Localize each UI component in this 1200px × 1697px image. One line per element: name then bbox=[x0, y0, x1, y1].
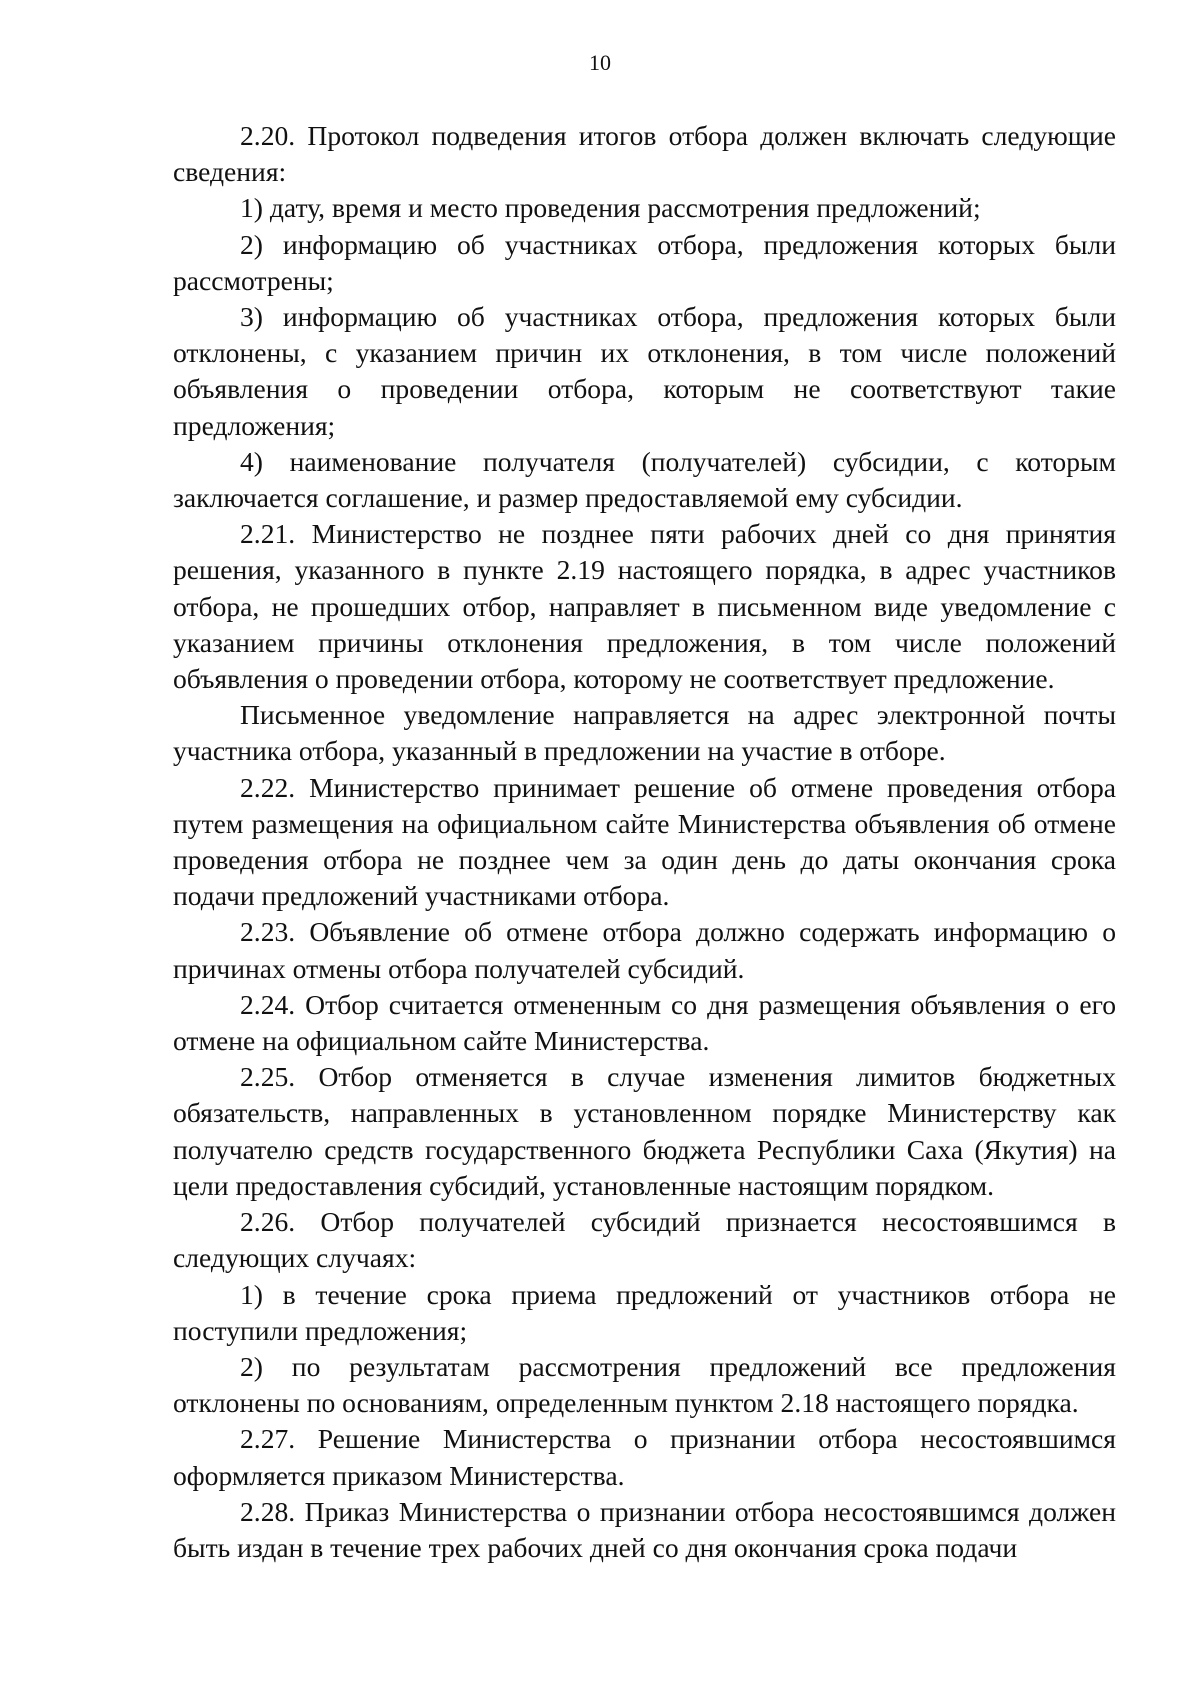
paragraph-2-25: 2.25. Отбор отменяется в случае изменения лимитов бюджетных обязательств, направленных в установленном порядке Министерству как получателю средств государственного бюджета Республики Саха (Якутия) на цели предоставления субсидий, установленные настоящим порядком. bbox=[173, 1061, 1116, 1201]
paragraph-2-28: 2.28. Приказ Министерства о признании отбора несостоявшимся должен быть издан в течение трех рабочих дней со дня окончания срока подачи bbox=[173, 1495, 1116, 1563]
paragraph-2-27: 2.27. Решение Министерства о признании отбора несостоявшимся оформляется приказом Министерства. bbox=[173, 1423, 1116, 1491]
paragraph-notification: Письменное уведомление направляется на адрес электронной почты участника отбора, указанный в предложении на участие в отборе. bbox=[173, 699, 1116, 767]
list-item: 1) дату, время и место проведения рассмотрения предложений; bbox=[240, 192, 981, 224]
paragraph-2-26: 2.26. Отбор получателей субсидий признается несостоявшимся в следующих случаях: bbox=[173, 1206, 1116, 1274]
document-body bbox=[173, 118, 1116, 1566]
list-item: 4) наименование получателя (получателей) субсидии, с которым заключается соглашение, и размер предоставляемой ему субсидии. bbox=[173, 445, 1116, 514]
list-item: 2) по результатам рассмотрения предложений все предложения отклонены по основаниям, определенным пунктом 2.18 настоящего порядка. bbox=[173, 1350, 1116, 1419]
list-item: 1) в течение срока приема предложений от участников отбора не поступили предложения; bbox=[173, 1278, 1116, 1346]
paragraph-2-20: 2.20. Протокол подведения итогов отбора должен включать следующие сведения: bbox=[173, 120, 1116, 188]
paragraph-2-21: 2.21. Министерство не позднее пяти рабочих дней со дня принятия решения, указанного в пункте 2.19 настоящего порядка, в адрес участников отбора, не прошедших отбор, направляет в письменном виде уведомление с указанием причины отклонения предложения, в том числе положений объявления о проведении отбора, которому не соответствует предложение. bbox=[173, 518, 1116, 695]
paragraph-2-22: 2.22. Министерство принимает решение об отмене проведения отбора путем размещения на официальном сайте Министерства объявления об отмене проведения отбора не позднее чем за один день до даты окончания срока подачи предложений участниками отбора. bbox=[173, 771, 1116, 912]
list-item: 2) информацию об участниках отбора, предложения которых были рассмотрены; bbox=[173, 228, 1116, 296]
page-number: 10 bbox=[589, 50, 611, 75]
paragraph-2-24: 2.24. Отбор считается отмененным со дня размещения объявления о его отмене на официальном сайте Министерства. bbox=[173, 988, 1116, 1057]
paragraph-2-23: 2.23. Объявление об отмене отбора должно содержать информацию о причинах отмены отбора получателей субсидий. bbox=[173, 916, 1116, 984]
list-item: 3) информацию об участниках отбора, предложения которых были отклонены, с указанием причин их отклонения, в том числе положений объявления о проведении отбора, которым не соответствуют такие предложения; bbox=[173, 301, 1116, 441]
